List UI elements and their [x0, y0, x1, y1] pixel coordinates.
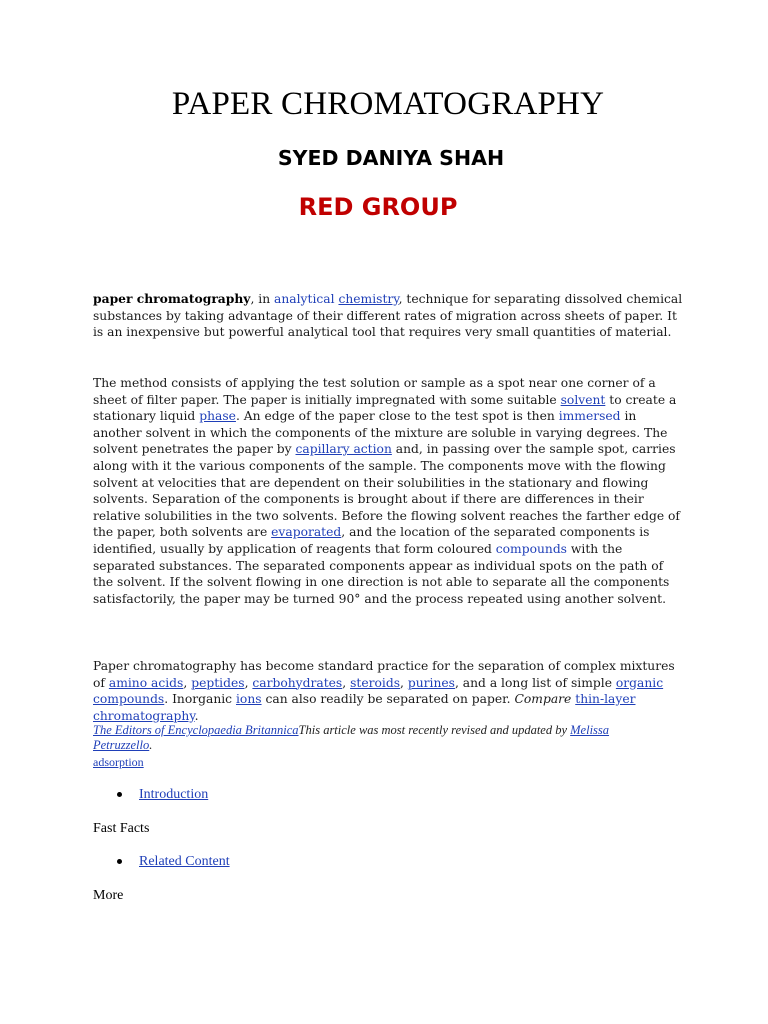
compare-label: Compare	[514, 692, 572, 707]
article-credit	[93, 723, 653, 753]
text-run: ,	[183, 675, 192, 690]
text-run: . An edge of the paper close to the test spot is then	[235, 409, 559, 424]
credit-end: .	[149, 738, 153, 752]
text-run: The method consists of applying the test solution or sample as a spot near one corner of a sheet of filter paper. The paper is initially impregnated with some suitable	[93, 376, 656, 407]
list-item-related-content	[117, 854, 230, 870]
link-ions[interactable]: ions	[235, 692, 262, 707]
fast-facts-label: Fast Facts	[93, 821, 150, 836]
link-carbohydrates[interactable]: carbohydrates	[252, 675, 343, 690]
text-run: , in	[250, 292, 275, 306]
text-run: , and a long list of simple	[454, 675, 616, 690]
text-run: can also readily be separated on paper.	[261, 692, 515, 707]
link-thin-layer-chromatography[interactable]: thin-layer chromatography	[93, 692, 636, 723]
text-run: ,	[342, 675, 351, 690]
group-name: RED GROUP	[298, 193, 458, 221]
text-run: , and the location of the separated components is identified, usually by application of reagents that form coloured	[93, 525, 650, 556]
link-compounds[interactable]: compounds	[495, 541, 567, 556]
link-adsorption[interactable]: adsorption	[93, 755, 144, 769]
text-run: and, in passing over the sample spot, carries along with it the various components of the sample. The components move with the flowing solvent at velocities that are dependent on their solubilities in the stationary and flowing solvents. Separation of the components is brought about if there are differences in their relative solubilities in the two solvents. Before the flowing solvent reaches the farther edge of the paper, both solvents are	[93, 442, 680, 540]
bullet-icon	[117, 792, 122, 797]
text-run: Paper chromatography has become standard practice for the separation of complex mixtures of	[93, 659, 675, 690]
link-introduction[interactable]: Introduction	[139, 787, 209, 802]
credit-text: This article was most recently revised and updated by	[298, 723, 571, 737]
link-peptides[interactable]: peptides	[191, 675, 245, 690]
link-purines[interactable]: purines	[407, 675, 455, 690]
link-editors[interactable]: The Editors of Encyclopaedia Britannica	[93, 723, 299, 737]
link-author[interactable]: Melissa Petruzzello	[93, 723, 610, 752]
paragraph-definition	[93, 291, 683, 341]
author-name: SYED DANIYA SHAH	[277, 146, 505, 170]
more-label: More	[93, 888, 124, 903]
text-run: ,	[244, 675, 253, 690]
bullet-icon	[117, 859, 122, 864]
link-steroids[interactable]: steroids	[350, 675, 401, 690]
list-item-introduction	[117, 787, 208, 803]
text-run: to create a stationary liquid	[93, 392, 677, 424]
paragraph-method	[93, 375, 683, 607]
link-related-content[interactable]: Related Content	[139, 854, 230, 869]
text-run: ,	[400, 675, 408, 690]
text-run: in another solvent in which the components of the mixture are soluble in varying degrees. The solvent penetrates the paper by	[93, 409, 668, 457]
link-immersed[interactable]: immersed	[558, 409, 621, 424]
page-title: PAPER CHROMATOGRAPHY	[171, 86, 605, 122]
link-analytical[interactable]: analytical	[274, 292, 335, 306]
term-bold: paper chromatography	[93, 291, 251, 306]
paragraph-applications	[93, 658, 683, 724]
link-organic-compounds[interactable]: organic compounds	[93, 675, 664, 707]
link-phase[interactable]: phase	[199, 409, 236, 424]
text-run: with the separated substances. The separated components appear as individual spots on the path of the solvent. If the solvent flowing in one direction is not able to separate all the components satisfactorily, the paper may be turned 90° and the process repeated using another solvent.	[93, 541, 670, 606]
text-run: , technique for separating dissolved chemical substances by taking advantage of their different rates of migration across sheets of paper. It is an inexpensive but powerful analytical tool that requires very small quantities of material.	[93, 292, 683, 340]
link-capillary-action[interactable]: capillary action	[295, 442, 392, 457]
link-solvent[interactable]: solvent	[560, 392, 606, 407]
link-evaporated[interactable]: evaporated	[271, 525, 342, 540]
text-run: .	[194, 708, 199, 723]
link-chemistry[interactable]: chemistry	[338, 292, 399, 306]
link-amino-acids[interactable]: amino acids	[108, 675, 184, 690]
text-run: . Inorganic	[164, 692, 236, 707]
